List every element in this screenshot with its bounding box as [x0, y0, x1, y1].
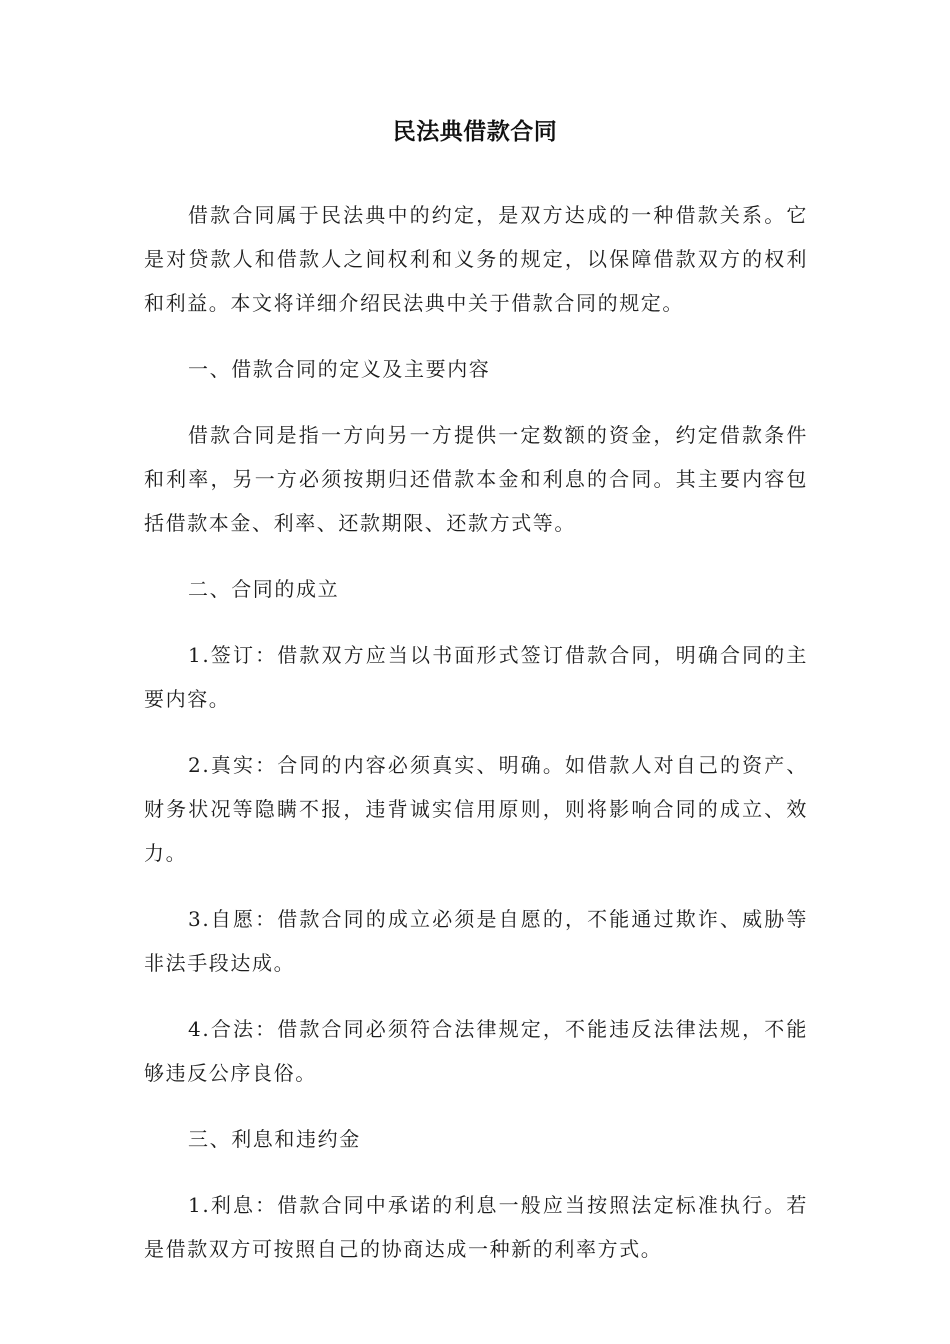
section-heading-formation: 二、合同的成立	[188, 577, 340, 601]
formation-item-legality: 4.合法：借款合同必须符合法律规定，不能违反法律法规，不能够违反公序良俗。	[144, 1017, 808, 1085]
section-heading-definition: 一、借款合同的定义及主要内容	[188, 357, 491, 381]
document-title: 民法典借款合同	[392, 119, 558, 145]
formation-item-authenticity: 2.真实：合同的内容必须真实、明确。如借款人对自己的资产、财务状况等隐瞒不报，违背诚实信用原则，则将影响合同的成立、效力。	[144, 753, 808, 865]
definition-paragraph: 借款合同是指一方向另一方提供一定数额的资金，约定借款条件和利率，另一方必须按期归还借款本金和利息的合同。其主要内容包括借款本金、利率、还款期限、还款方式等。	[144, 423, 808, 535]
formation-item-voluntary: 3.自愿：借款合同的成立必须是自愿的，不能通过欺诈、威胁等非法手段达成。	[144, 907, 808, 975]
document-body	[144, 193, 808, 1293]
interest-item: 1.利息：借款合同中承诺的利息一般应当按照法定标准执行。若是借款双方可按照自己的协商达成一种新的利率方式。	[144, 1193, 808, 1261]
formation-item-signing: 1.签订：借款双方应当以书面形式签订借款合同，明确合同的主要内容。	[144, 643, 808, 711]
intro-paragraph: 借款合同属于民法典中的约定，是双方达成的一种借款关系。它是对贷款人和借款人之间权利和义务的规定，以保障借款双方的权利和利益。本文将详细介绍民法典中关于借款合同的规定。	[144, 203, 808, 315]
section-heading-interest: 三、利息和违约金	[188, 1127, 361, 1151]
